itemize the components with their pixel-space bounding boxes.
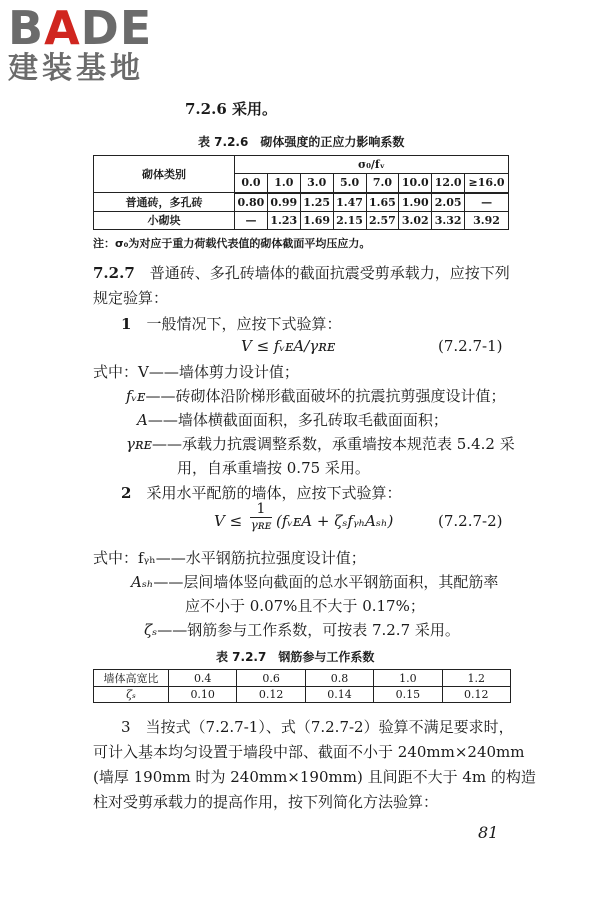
section-number: 7.2.7 — [93, 264, 135, 282]
definition-text: ——墙体剪力设计值； — [148, 363, 299, 381]
formula-2-fraction — [250, 501, 272, 533]
table1-cell: 1.69 — [300, 211, 333, 229]
table1-col: 12.0 — [432, 174, 465, 193]
section-line-1 — [93, 262, 510, 283]
table1-cell: — — [465, 193, 509, 212]
definition-symbol: fᵥᴇ — [126, 387, 146, 405]
definition-text: ——钢筋参与工作系数，可按表 7.2.7 采用。 — [157, 621, 460, 639]
definition-symbol: γʀᴇ — [126, 435, 152, 453]
item2-line — [121, 482, 401, 503]
definition-row — [126, 433, 515, 454]
table1-cell: 1.23 — [267, 211, 300, 229]
definition-text: ——墙体横截面面积，多孔砖取毛截面面积； — [147, 411, 448, 429]
table2-cell: 0.4 — [169, 670, 237, 687]
definition-row — [144, 619, 460, 640]
definition-symbol: 式中：fᵧₕ — [93, 549, 156, 567]
page-number: 81 — [478, 823, 499, 842]
logo-letter-a: A — [44, 1, 81, 55]
table1-col: ≥16.0 — [465, 174, 509, 193]
table1-cell: 2.05 — [432, 193, 465, 212]
table1-header-row — [94, 156, 509, 174]
table1-cell: 2.15 — [333, 211, 366, 229]
section-text-1: 普通砖、多孔砖墙体的截面抗震受剪承载力，应按下列 — [149, 264, 510, 282]
table1-cell: 3.02 — [399, 211, 432, 229]
table2-cell: 0.8 — [305, 670, 373, 687]
formula-1-number: (7.2.7-1) — [438, 337, 503, 355]
definition-text: ——承载力抗震调整系数，承重墙按本规范表 5.4.2 采 — [151, 435, 515, 453]
definition-text: ——砖砌体沿阶梯形截面破坏的抗震抗剪强度设计值； — [145, 387, 506, 405]
definition-row — [93, 547, 366, 568]
table1 — [93, 155, 509, 230]
table1-col: 0.0 — [235, 174, 268, 193]
table2-row-label: ζₛ — [94, 687, 169, 703]
formula-2-rhs: (fᵥᴇA + ζₛfᵧₕAₛₕ) — [276, 512, 394, 530]
table2-caption: 表 7.2.7 钢筋参与工作系数 — [216, 650, 375, 664]
table1-cell: 1.65 — [366, 193, 399, 212]
definition-symbol: 式中：V — [93, 363, 149, 381]
table1-col: 1.0 — [267, 174, 300, 193]
table1-caption: 表 7.2.6 砌体强度的正应力影响系数 — [198, 135, 405, 149]
fraction-denominator: γʀᴇ — [250, 518, 272, 532]
table1-col-group: σ₀/fᵥ — [235, 156, 509, 174]
table2-cell: 0.12 — [237, 687, 305, 703]
formula-2-lhs: V ≤ — [214, 512, 243, 530]
definition-row — [131, 571, 498, 592]
logo-subtitle: 建装基地 — [8, 51, 144, 86]
table1-cell: 0.99 — [267, 193, 300, 212]
intro-line: 7.2.6 采用。 — [185, 100, 277, 118]
table2-cell: 0.14 — [305, 687, 373, 703]
table1-row-header: 砌体类别 — [94, 156, 235, 193]
logo-wordmark — [8, 1, 153, 55]
definition-text: ——水平钢筋抗拉强度设计值； — [155, 549, 366, 567]
table1-col: 3.0 — [300, 174, 333, 193]
item3-line-3: (墙厚 190mm 时为 240mm×190mm) 且间距不大于 4m 的构造 — [93, 768, 536, 786]
item2-text: 采用水平配筋的墙体，应按下式验算： — [146, 484, 402, 502]
item3-line-2: 可计入基本均匀设置于墙段中部、截面不小于 240mm×240mm — [93, 743, 525, 761]
table2-cell: 1.0 — [374, 670, 442, 687]
table-row — [94, 193, 509, 212]
table2-row-label: 墙体高宽比 — [94, 670, 169, 687]
table1-cell: 3.32 — [432, 211, 465, 229]
definition-symbol: Aₛₕ — [131, 573, 154, 591]
table2-cell: 0.6 — [237, 670, 305, 687]
definition-symbol: ζₛ — [144, 621, 158, 639]
formula-2-number: (7.2.7-2) — [438, 512, 503, 530]
table1-cell: — — [235, 211, 268, 229]
table-row — [94, 670, 511, 687]
table2-cell: 0.10 — [169, 687, 237, 703]
table1-col: 7.0 — [366, 174, 399, 193]
item2-number: 2 — [121, 484, 132, 502]
table1-note: 注：σ₀为对应于重力荷载代表值的砌体截面平均压应力。 — [93, 237, 371, 250]
table1-cell: 1.25 — [300, 193, 333, 212]
formula-1: V ≤ fᵥᴇA/γʀᴇ — [241, 337, 336, 355]
definition-continuation: 用，自承重墙按 0.75 采用。 — [177, 459, 370, 477]
table1-cell: 1.90 — [399, 193, 432, 212]
item1-number: 1 — [121, 315, 132, 333]
table1-col: 10.0 — [399, 174, 432, 193]
table2-cell: 1.2 — [442, 670, 510, 687]
item3-line-4: 柱对受剪承载力的提高作用，按下列简化方法验算： — [93, 793, 439, 811]
table-row — [94, 211, 509, 229]
table1-cell: 2.57 — [366, 211, 399, 229]
definition-text: ——层间墙体竖向截面的总水平钢筋面积，其配筋率 — [153, 573, 499, 591]
definition-row — [137, 409, 448, 430]
definition-continuation: 应不小于 0.07%且不大于 0.17%； — [185, 597, 425, 615]
item3-line-1: 3 当按式（7.2.7-1）、式（7.2.7-2）验算不满足要求时， — [121, 718, 514, 736]
definition-row — [93, 361, 299, 382]
table1-cell: 0.80 — [235, 193, 268, 212]
item1-text: 一般情况下，应按下式验算： — [146, 315, 342, 333]
table2 — [93, 669, 511, 703]
table1-row-label: 普通砖，多孔砖 — [94, 193, 235, 212]
table2-cell: 0.12 — [442, 687, 510, 703]
definition-symbol: A — [137, 411, 148, 429]
section-text-2: 规定验算： — [93, 289, 169, 307]
logo-letter-b: B — [8, 1, 45, 55]
brand-logo — [8, 1, 153, 86]
table-row — [94, 687, 511, 703]
fraction-numerator: 1 — [256, 501, 266, 517]
logo-letters-de: DE — [80, 1, 153, 55]
table1-cell: 3.92 — [465, 211, 509, 229]
table1-cell: 1.47 — [333, 193, 366, 212]
item1-line — [121, 313, 341, 334]
table1-row-label: 小砌块 — [94, 211, 235, 229]
table1-col: 5.0 — [333, 174, 366, 193]
table2-cell: 0.15 — [374, 687, 442, 703]
definition-row — [126, 385, 505, 406]
